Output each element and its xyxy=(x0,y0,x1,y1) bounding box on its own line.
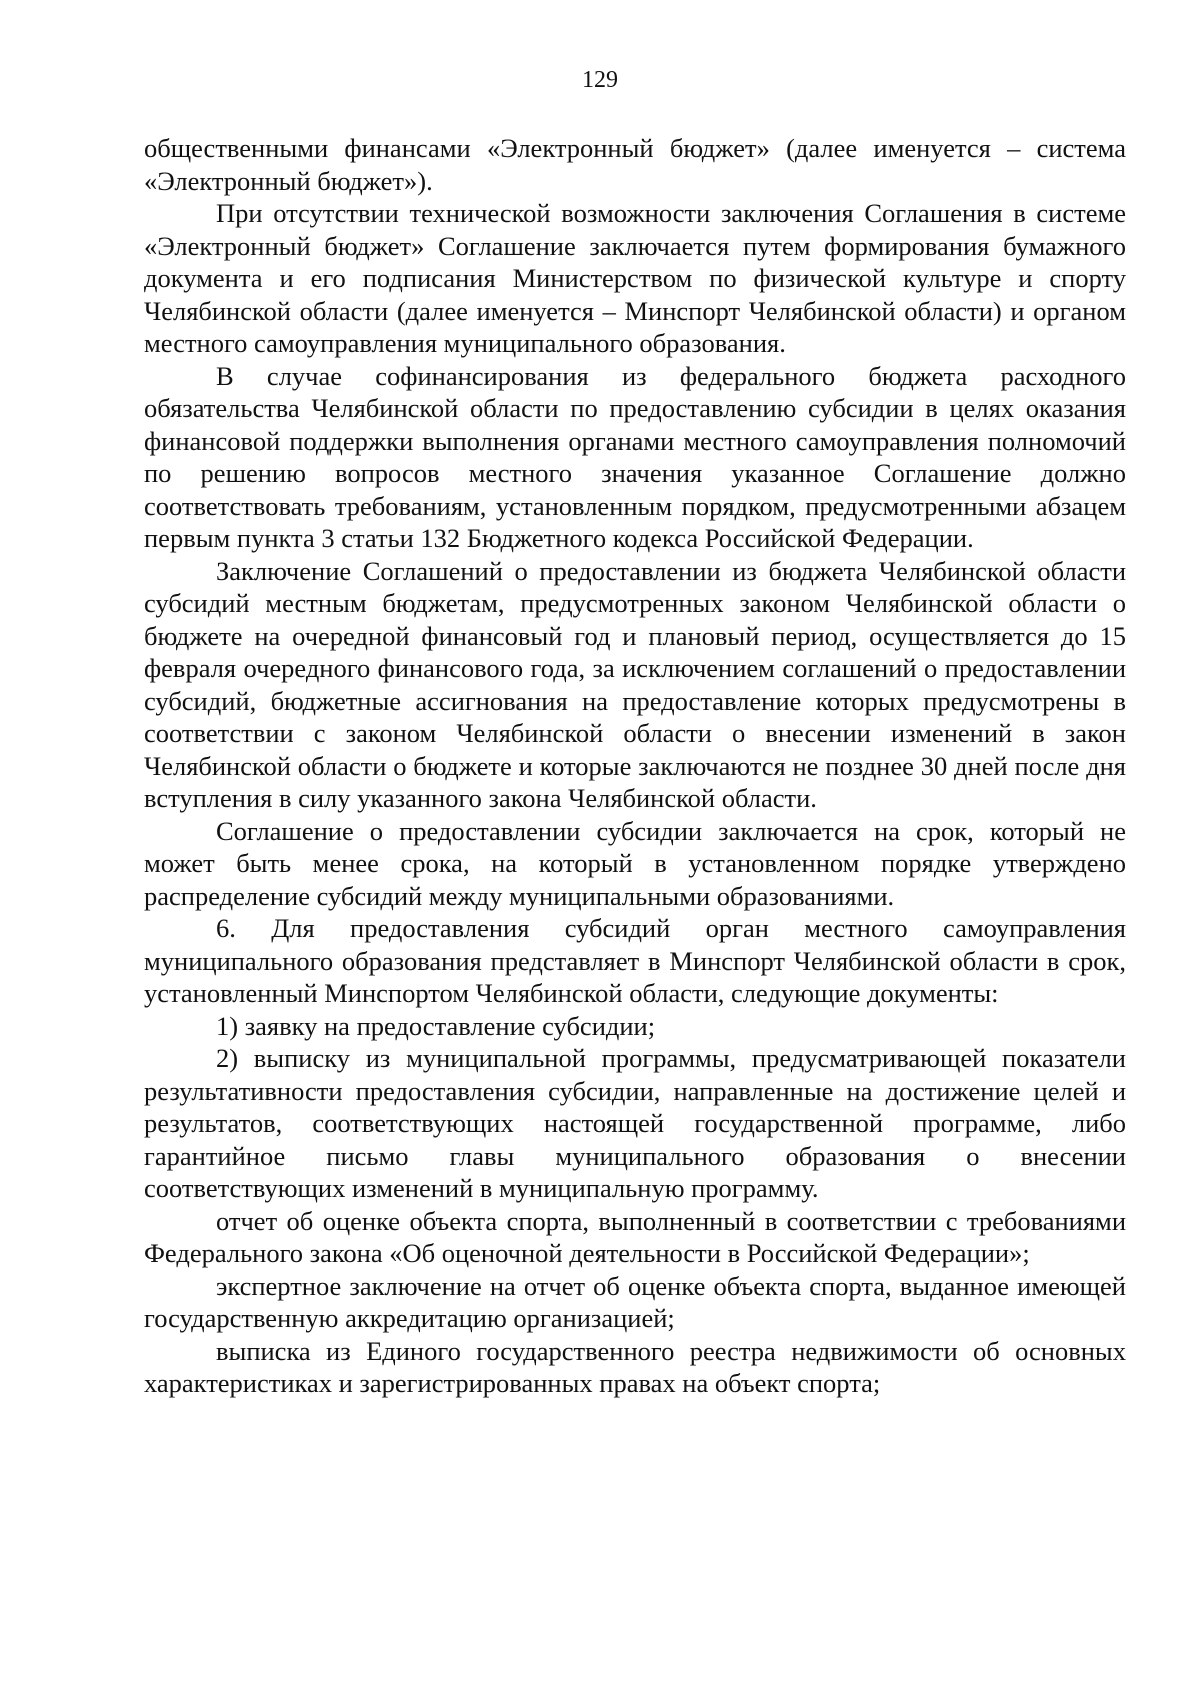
page-number: 129 xyxy=(582,67,618,93)
paragraph: экспертное заключение на отчет об оценке объекта спорта, выданное имеющей государственную аккредитацию организацией; xyxy=(144,1270,1126,1333)
list-item: 2) выписку из муниципальной программы, предусматривающей показатели результативности предоставления субсидии, направленные на достижение целей и результатов, соответствующих настоящей государственной программе, либо гарантийное письмо главы муниципального образования о внесении соответствующих изменений в муниципальную программу. xyxy=(144,1043,1126,1203)
list-item: 1) заявку на предоставление субсидии; xyxy=(216,1010,656,1041)
paragraph: Заключение Соглашений о предоставлении из бюджета Челябинской области субсидий местным бюджетам, предусмотренных законом Челябинской области о бюджете на очередной финансовый год и плановый период, осуществляется до 15 февраля очередного финансового года, за исключением соглашений о предоставлении субсидий, бюджетные ассигнования на предоставление которых предусмотрены в соответствии с законом Челябинской области о внесении изменений в закон Челябинской области о бюджете и которые заключаются не позднее 30 дней после дня вступления в силу указанного закона Челябинской области. xyxy=(144,555,1126,813)
paragraph: общественными финансами «Электронный бюджет» (далее именуется – система «Электронный бюджет»). xyxy=(144,133,1126,196)
paragraph: Соглашение о предоставлении субсидии заключается на срок, который не может быть менее срока, на который в установленном порядке утверждено распределение субсидий между муниципальными образованиями. xyxy=(144,815,1126,911)
paragraph: В случае софинансирования из федерального бюджета расходного обязательства Челябинской области по предоставлению субсидии в целях оказания финансовой поддержки выполнения органами местного самоуправления полномочий по решению вопросов местного значения указанное Соглашение должно соответствовать требованиям, установленным порядком, предусмотренными абзацем первым пункта 3 статьи 132 Бюджетного кодекса Российской Федерации. xyxy=(144,360,1126,553)
paragraph: отчет об оценке объекта спорта, выполненный в соответствии с требованиями Федерального закона «Об оценочной деятельности в Российской Федерации»; xyxy=(144,1205,1126,1268)
paragraph: выписка из Единого государственного реестра недвижимости об основных характеристиках и зарегистрированных правах на объект спорта; xyxy=(144,1335,1126,1398)
paragraph: При отсутствии технической возможности заключения Соглашения в системе «Электронный бюджет» Соглашение заключается путем формирования бумажного документа и его подписания Министерством по физической культуре и спорту Челябинской области (далее именуется – Минспорт Челябинской области) и органом местного самоуправления муниципального образования. xyxy=(144,198,1126,358)
paragraph: 6. Для предоставления субсидий орган местного самоуправления муниципального образования представляет в Минспорт Челябинской области в срок, установленный Минспортом Челябинской области, следующие документы: xyxy=(144,913,1126,1008)
document-body xyxy=(144,132,1126,1400)
